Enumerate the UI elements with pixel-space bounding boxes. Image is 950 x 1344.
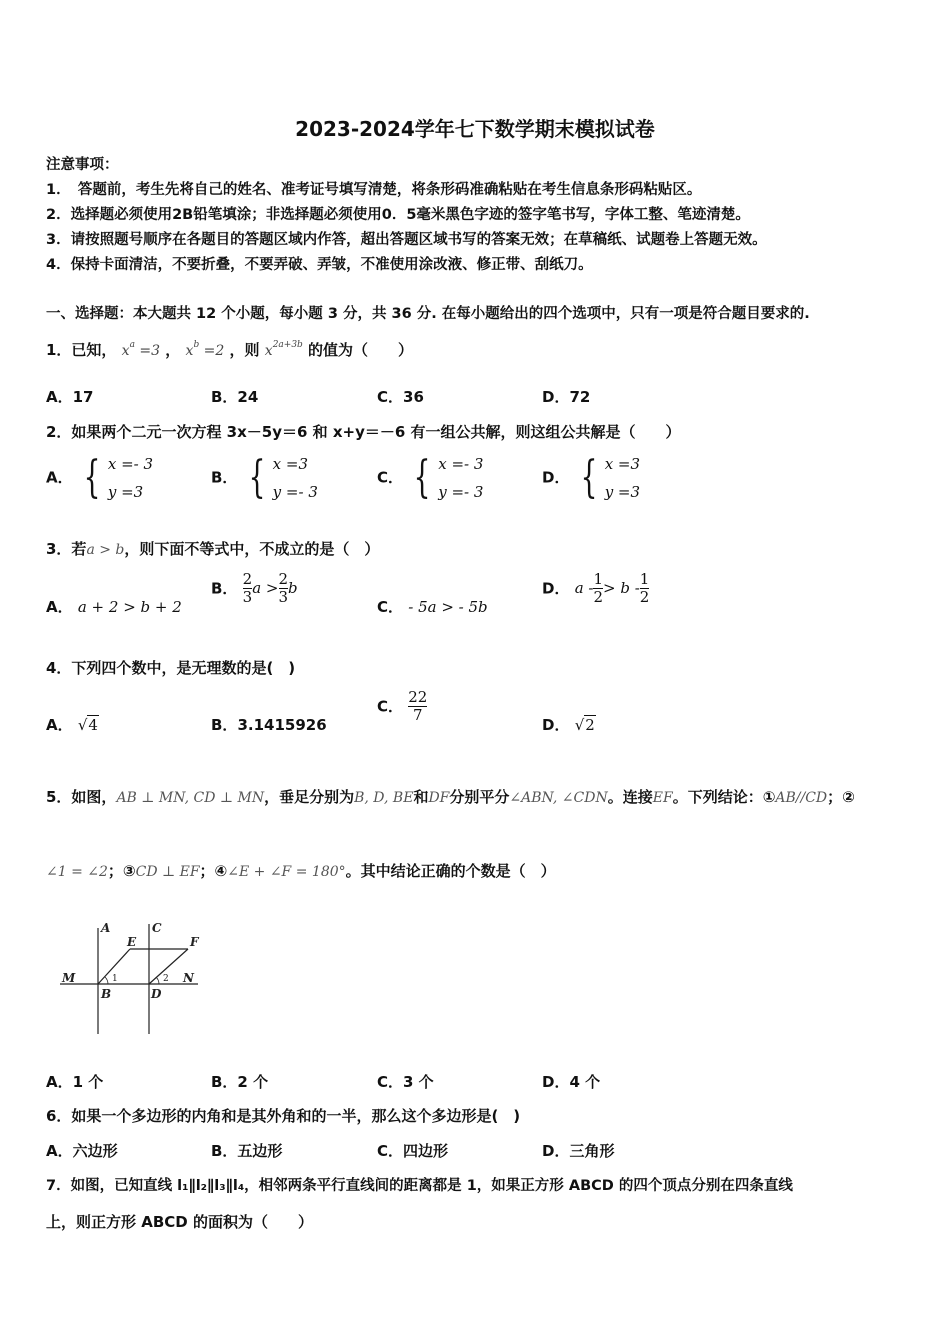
- q1-option-a[interactable]: A．17: [46, 388, 94, 406]
- question-7-line-2: 上，则正方形 ABCD 的面积为（ ）: [46, 1213, 313, 1231]
- q4-option-d[interactable]: D． √2: [542, 716, 595, 734]
- q5-math-7: ∠1 = ∠2: [46, 864, 108, 880]
- q3-option-d[interactable]: D． a - $\frac{1}{2}$ > b - $\frac{1}{2}$: [542, 570, 650, 606]
- q5-math-5: EF: [652, 790, 673, 806]
- q2-option-d[interactable]: D． { x =3 y =3: [542, 450, 640, 506]
- q3-option-a[interactable]: A． a + 2 > b + 2: [46, 598, 182, 616]
- label-f: F: [190, 935, 199, 949]
- question-6: 6．如果一个多边形的内角和是其外角和的一半，那么这个多边形是( ): [46, 1107, 521, 1125]
- q6-option-b[interactable]: B．五边形: [211, 1142, 283, 1160]
- label-e: E: [127, 935, 137, 949]
- q3-frac-d2: $\frac{1}{2}$: [639, 570, 650, 606]
- q1-option-d[interactable]: D．72: [542, 388, 591, 406]
- label-angle-1: 1: [112, 974, 118, 984]
- label-n: N: [183, 971, 194, 985]
- notice-item-1: 1． 答题前，考生先将自己的姓名、准考证号填写清楚，将条形码准确粘贴在考生信息条形码粘贴区。: [46, 182, 702, 198]
- q2-option-c[interactable]: C． { x =- 3 y =- 3: [377, 450, 483, 506]
- q2-system-a: { x =- 3 y =3: [83, 452, 154, 503]
- q1-option-c[interactable]: C．36: [377, 388, 424, 406]
- q3-frac-b1: $\frac{2}{3}$: [242, 570, 253, 606]
- q5-math-4: ∠ABN, ∠CDN: [509, 790, 608, 806]
- notice-item-2: 2．选择题必须使用2B铅笔填涂；非选择题必须使用0．5毫米黑色字迹的签字笔书写，字体工整、笔迹清楚。: [46, 207, 750, 223]
- q1-expr-3: $x^{2a+3b}$: [264, 340, 303, 359]
- question-2: 2．如果两个二元一次方程 3x－5y＝6 和 x+y＝－6 有一组公共解，则这组公共解是（ ）: [46, 423, 681, 441]
- q5-option-b[interactable]: B．2 个: [211, 1073, 269, 1091]
- question-4: 4．下列四个数中，是无理数的是( ): [46, 659, 296, 677]
- label-a: A: [101, 921, 111, 935]
- q3-option-c[interactable]: C． - 5a > - 5b: [377, 598, 488, 616]
- q1-expr-1: $x^a =3$: [121, 340, 161, 359]
- q5-math-1: AB ⊥ MN, CD ⊥ MN: [116, 790, 265, 806]
- angle-2-arc: [156, 977, 159, 984]
- q5-math-8: CD ⊥ EF: [135, 864, 200, 880]
- q2-option-b[interactable]: B． { x =3 y =- 3: [211, 450, 318, 506]
- q6-option-d[interactable]: D．三角形: [542, 1142, 615, 1160]
- q2-system-b: { x =3 y =- 3: [248, 452, 318, 503]
- notice-item-3: 3．请按照题号顺序在各题目的答题区域内作答，超出答题区域书写的答案无效；在草稿纸、试题卷上答题无效。: [46, 232, 767, 248]
- label-d: D: [151, 987, 162, 1001]
- q4-sqrt-a: √4: [77, 716, 98, 734]
- q4-option-c[interactable]: C． $\frac{22}{7}$: [377, 688, 428, 724]
- question-7-line-1: 7．如图，已知直线 l₁∥l₂∥l₃∥l₄，相邻两条平行直线间的距离都是 1，如果正方形 ABCD 的四个顶点分别在四条直线: [46, 1178, 793, 1194]
- q2-system-c: { x =- 3 y =- 3: [413, 452, 484, 503]
- label-angle-2: 2: [163, 974, 169, 984]
- q6-option-a[interactable]: A．六边形: [46, 1142, 118, 1160]
- q5-option-c[interactable]: C．3 个: [377, 1073, 434, 1091]
- q2-system-d: { x =3 y =3: [580, 452, 641, 503]
- label-b: B: [101, 987, 112, 1001]
- question-3: 3．若a > b，则下面不等式中，不成立的是（ ）: [46, 540, 380, 558]
- q1-expr-2: $x^b =2$: [185, 340, 225, 359]
- notice-heading: 注意事项：: [46, 157, 119, 173]
- q3-expr-c: - 5a > - 5b: [408, 598, 488, 616]
- q3-frac-d1: $\frac{1}{2}$: [593, 570, 604, 606]
- section-heading: 一、选择题：本大题共 12 个小题，每小题 3 分，共 36 分. 在每小题给出的四个选项中，只有一项是符合题目要求的.: [46, 306, 810, 322]
- q6-option-c[interactable]: C．四边形: [377, 1142, 449, 1160]
- q2-option-a[interactable]: A． { x =- 3 y =3: [46, 450, 153, 506]
- q5-figure: [58, 918, 203, 1038]
- q5-math-2: B, D, BE: [354, 790, 414, 806]
- label-c: C: [152, 921, 162, 935]
- q5-option-d[interactable]: D．4 个: [542, 1073, 601, 1091]
- q3-option-b[interactable]: B． $\frac{2}{3}$ a > $\frac{2}{3}$ b: [211, 570, 298, 606]
- q1-prefix: 1．已知，: [46, 341, 117, 359]
- notice-item-4: 4．保持卡面清洁，不要折叠，不要弄破、弄皱，不准使用涂改液、修正带、刮纸刀。: [46, 257, 593, 273]
- q4-sqrt-d: √2: [574, 716, 595, 734]
- q5-option-a[interactable]: A．1 个: [46, 1073, 104, 1091]
- q5-math-6: AB//CD: [775, 790, 828, 806]
- question-5-line-2: ∠1 = ∠2；③CD ⊥ EF；④∠E + ∠F = 180°。其中结论正确的个数是（ ）: [46, 862, 556, 880]
- q3-expr-a: a + 2 > b + 2: [77, 598, 182, 616]
- q4-frac-c: $\frac{22}{7}$: [408, 688, 428, 724]
- q3-frac-b2: $\frac{2}{3}$: [278, 570, 289, 606]
- question-5-line-1: 5．如图，AB ⊥ MN, CD ⊥ MN，垂足分别为B, D, BE和DF分别平分∠ABN, ∠CDN。连接EF。下列结论：①AB//CD；②: [46, 788, 855, 806]
- q1-option-b[interactable]: B．24: [211, 388, 259, 406]
- q5-math-9: ∠E + ∠F = 180°: [227, 864, 346, 880]
- page-title: 2023-2024学年七下数学期末模拟试卷: [295, 117, 655, 141]
- angle-1-arc: [105, 977, 108, 984]
- label-m: M: [62, 971, 76, 985]
- question-1: 1．已知， $x^a =3$ ， $x^b =2$ ，则 $x^{2a+3b}$ 的值为（ ）: [46, 340, 414, 359]
- q4-option-a[interactable]: A． √4: [46, 716, 98, 734]
- q3-condition: a > b: [86, 542, 125, 558]
- q5-math-3: DF: [428, 790, 450, 806]
- q4-option-b[interactable]: B．3.1415926: [211, 716, 327, 734]
